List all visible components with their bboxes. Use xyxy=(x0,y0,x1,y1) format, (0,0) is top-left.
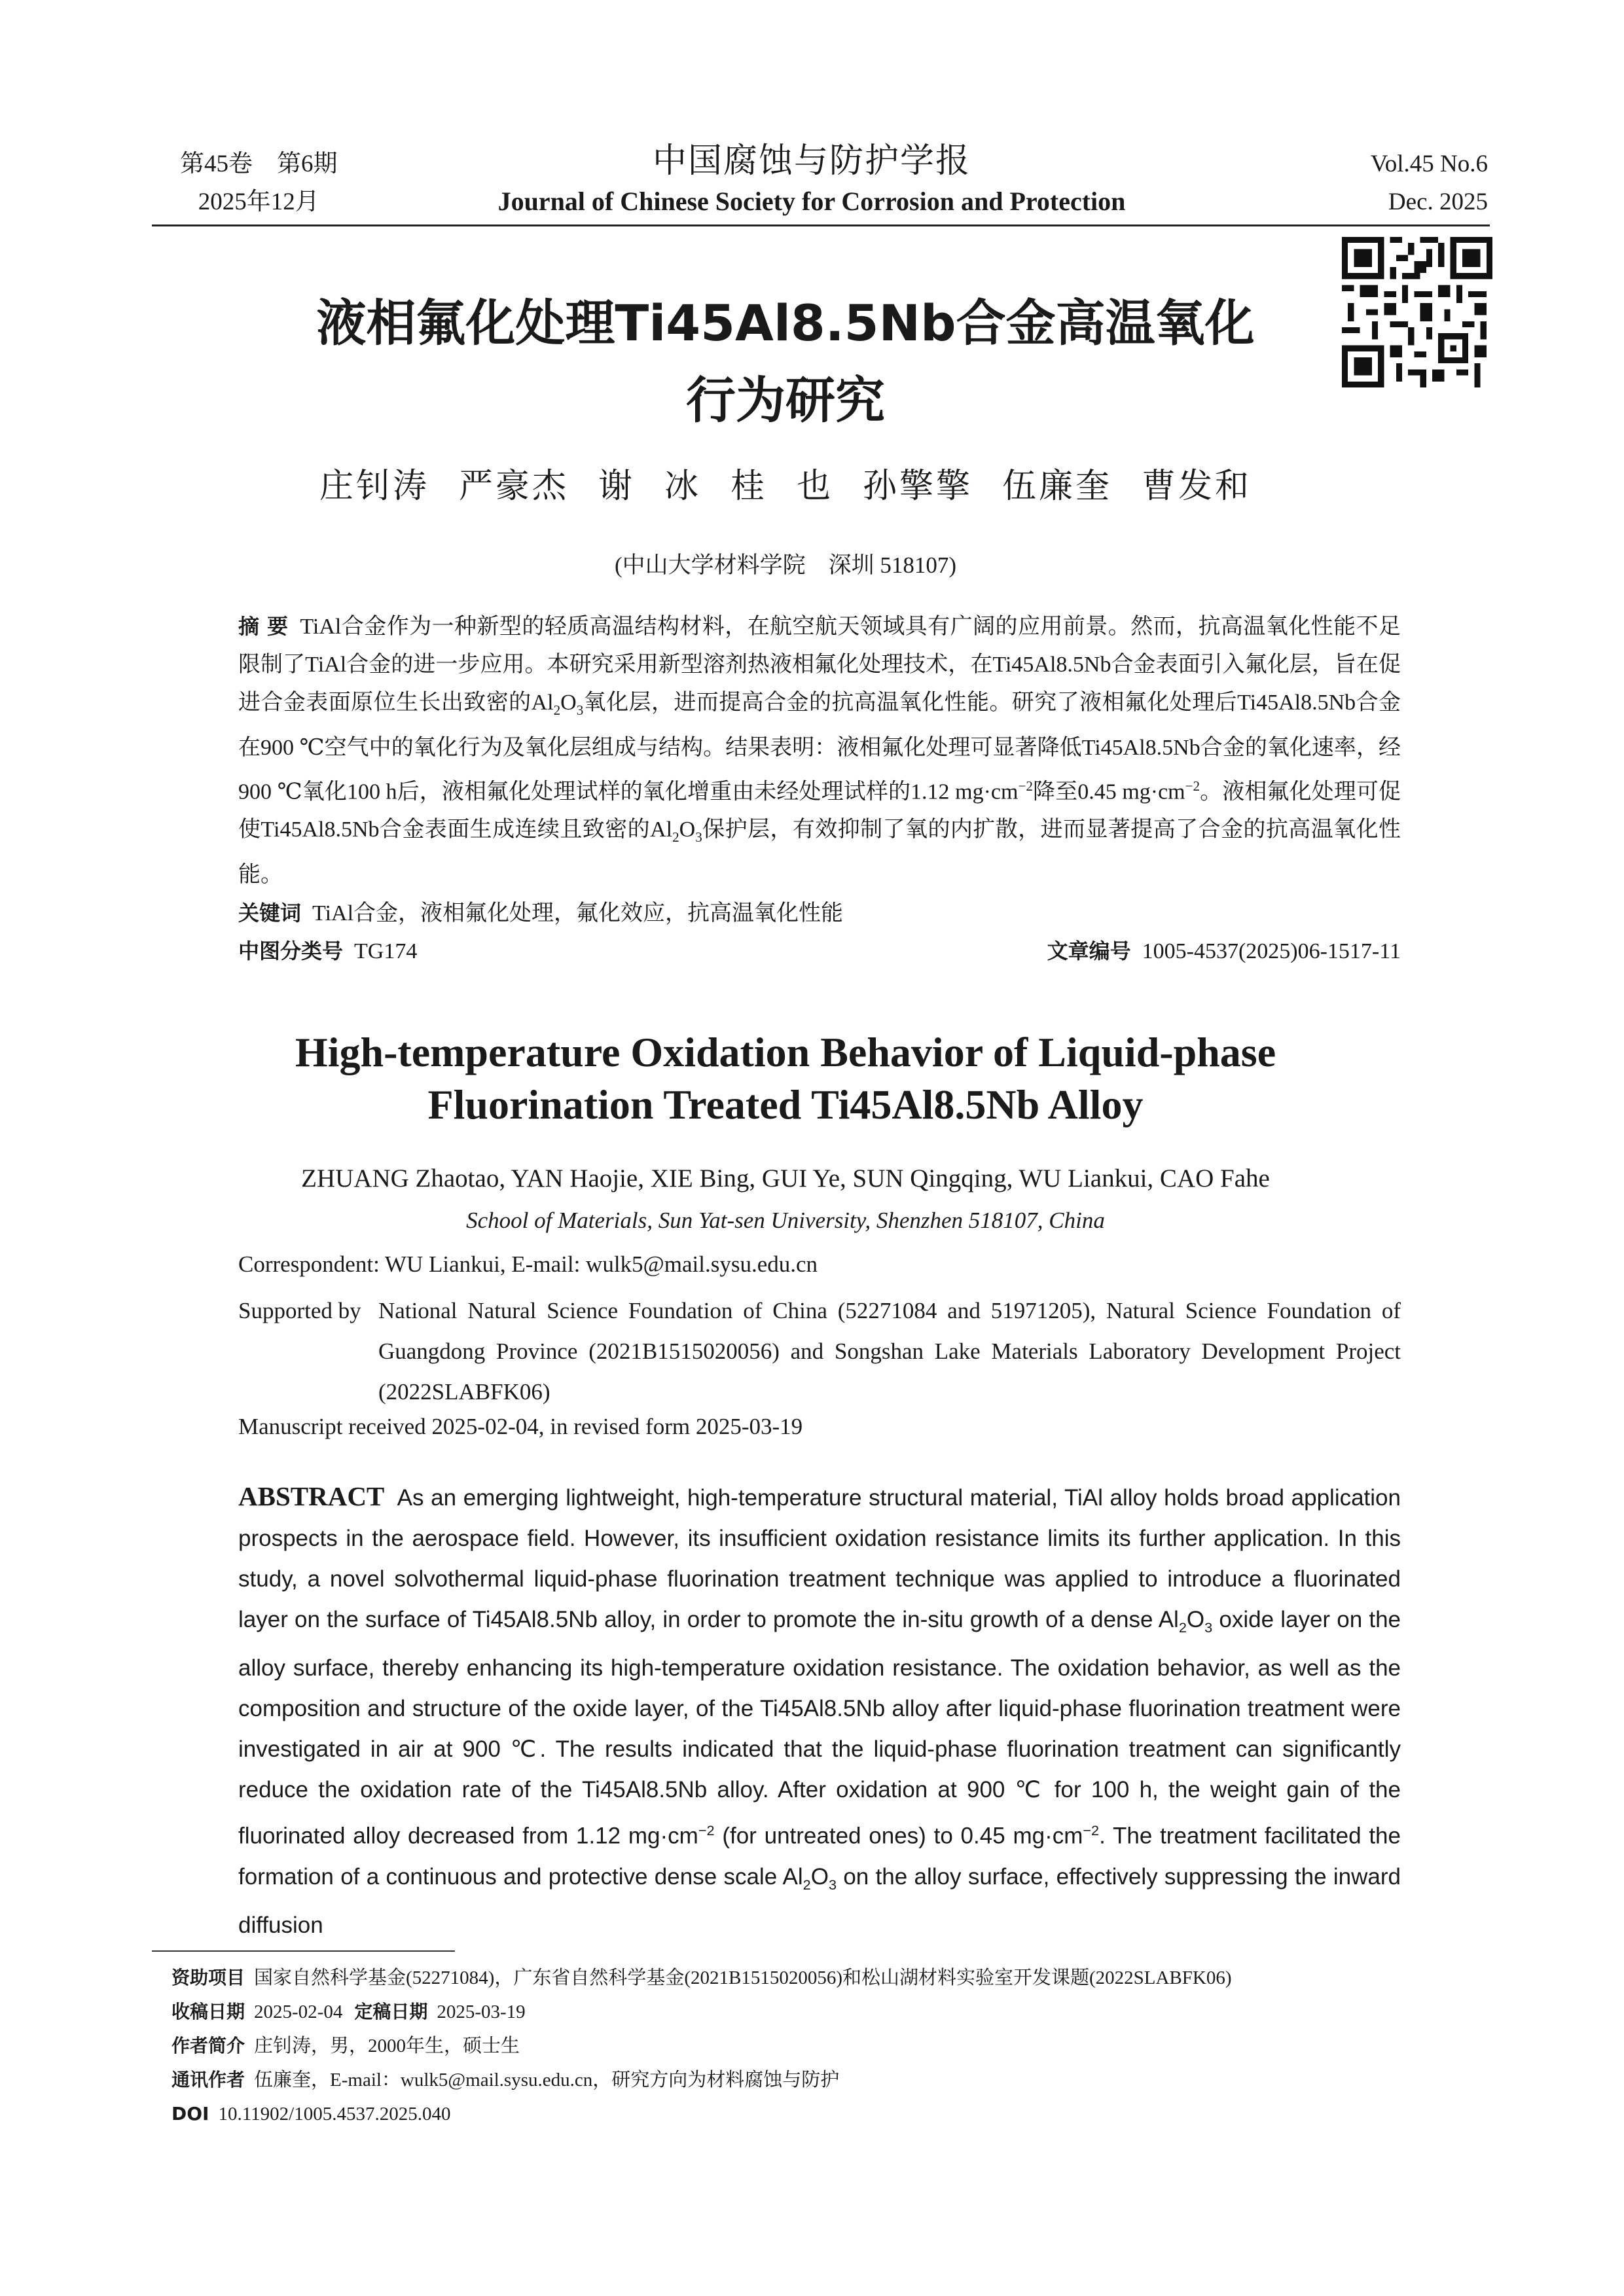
title-en-line1: High-temperature Oxidation Behavior of Liquid-phase xyxy=(295,1029,1276,1075)
footnote-doi xyxy=(171,2097,1415,2131)
doi-label: DOI xyxy=(171,2103,209,2125)
subscript: 3 xyxy=(695,829,702,845)
title-cn xyxy=(196,285,1375,439)
article-number xyxy=(1047,935,1401,965)
header-rule xyxy=(152,224,1490,226)
subscript: 2 xyxy=(553,702,561,718)
author-label: 作者简介 xyxy=(171,2035,245,2056)
subscript: 3 xyxy=(828,1876,837,1893)
abstract-en: ABSTRACT As an emerging lightweight, high-temperature structural material, TiAl alloy holds broad application prospects in the aerospace field. However, its insufficient oxidation resistance limits its further application. In this study, a novel solvothermal liquid-phase fluorination treatment technique was applied to introduce a fluorinated layer on the surface of Ti45Al8.5Nb alloy, in order to promote the in-situ growth of a dense $Al_2O_3$ oxide layer on the alloy surface, thereby enhancing its high-temperature oxidation resistance. The oxidation behavior, as well as the composition and structure of the oxide layer, of the Ti45Al8.5Nb alloy after liquid-phase fluorination treatment were investigated in air at 900 ℃. The results indicated that the liquid-phase fluorination treatment can significantly reduce the oxidation rate of the Ti45Al8.5Nb alloy. After oxidation at 900 ℃ for 100 h, the weight gain of the fluorinated alloy decreased from 1.12 $mg\cdot cm^{-2}$ (for untreated ones) to 0.45 $mg\cdot cm^{-2}$. The treatment facilitated the formation of a continuous and protective dense scale $Al_2O_3$ on the alloy surface, effectively suppressing the inward diffusion xyxy=(238,1481,1401,1938)
correspondent-en: Correspondent: WU Liankui, E-mail: wulk5@mail.sysu.edu.cn xyxy=(238,1251,818,1277)
subscript: 2 xyxy=(1178,1619,1187,1636)
abstract-cn-text: 降至0.45 mg·cm xyxy=(1032,780,1185,804)
journal-name-cn: 中国腐蚀与防护学报 xyxy=(652,143,971,180)
funding-en xyxy=(238,1291,1401,1412)
footnote-author xyxy=(171,2029,1415,2063)
footnote-corresponding xyxy=(171,2063,1415,2097)
subscript: 2 xyxy=(803,1876,811,1893)
abstract-cn-text: 。液相氟化处理可促使Ti45Al8.5Nb合金表面生成连续且致密的Al xyxy=(238,780,1401,842)
superscript: −2 xyxy=(698,1822,715,1839)
revised-label: 定稿日期 xyxy=(354,2001,428,2022)
footnote-funding xyxy=(171,1961,1415,1995)
keywords-cn xyxy=(238,894,1401,933)
keywords-cn-text: TiAl合金，液相氟化处理，氟化效应，抗高温氧化性能 xyxy=(312,901,844,925)
keywords-cn-label: 关键词 xyxy=(238,900,302,925)
funding-label: 资助项目 xyxy=(171,1967,245,1988)
journal-name-en: Journal of Chinese Society for Corrosion and Protection xyxy=(497,187,1126,216)
affiliation-en: School of Materials, Sun Yat-sen University, Shenzhen 518107, China xyxy=(466,1208,1105,1233)
corresponding-label: 通讯作者 xyxy=(171,2069,245,2090)
clc-value: TG174 xyxy=(354,939,418,963)
article-number-value: 1005-4537(2025)06-1517-11 xyxy=(1142,939,1401,963)
title-en xyxy=(196,1026,1375,1131)
abstract-en-text: . The treatment facilitated the formation of a continuous and protective dense scale Al xyxy=(238,1823,1401,1890)
manuscript-dates: Manuscript received 2025-02-04, in revised form 2025-03-19 xyxy=(238,1414,803,1439)
funding-en-text: National Natural Science Foundation of China (52271084 and 51971205), Natural Science Foundation of Guangdong Province (2021B1515020056) and Songshan Lake Materials Laboratory Development Project (2022SLABFK06) xyxy=(378,1298,1401,1405)
superscript: −2 xyxy=(1018,778,1033,794)
issue-volume: 第45卷 第6期 xyxy=(180,151,338,177)
article-number-label: 文章编号 xyxy=(1047,939,1131,963)
superscript: −2 xyxy=(1185,778,1200,794)
doi-value: 10.11902/1005.4537.2025.040 xyxy=(218,2104,451,2125)
abstract-en-label: ABSTRACT xyxy=(238,1481,385,1511)
received-label: 收稿日期 xyxy=(171,2001,245,2022)
funding-text: 国家自然科学基金(52271084)，广东省自然科学基金(2021B1515020056)和松山湖材料实验室开发课题(2022SLABFK06) xyxy=(254,1967,1232,1988)
footnotes xyxy=(171,1961,1415,2131)
affiliation-cn: (中山大学材料学院 深圳 518107) xyxy=(614,552,957,578)
abstract-en-text: on the alloy surface, effectively suppressing the inward diffusion xyxy=(238,1863,1401,1938)
title-cn-line1: 液相氟化处理Ti45Al8.5Nb合金高温氧化 xyxy=(316,294,1255,352)
authors-cn: 庄钊涛 严豪杰 谢 冰 桂 也 孙擎擎 伍廉奎 曹发和 xyxy=(319,468,1252,505)
authors-en: ZHUANG Zhaotao, YAN Haojie, XIE Bing, GUI Ye, SUN Qingqing, WU Liankui, CAO Fahe xyxy=(301,1164,1270,1193)
classification-row xyxy=(238,935,1401,965)
title-cn-line2: 行为研究 xyxy=(686,371,885,429)
subscript: 3 xyxy=(1204,1619,1213,1636)
footnote-rule xyxy=(152,1950,455,1952)
abstract-en-text: As an emerging lightweight, high-temperature structural material, TiAl alloy holds broad application prospects in the aerospace field. However, its insufficient oxidation resistance limits its further application. In this study, a novel solvothermal liquid-phase fluorination treatment technique was applied to introduce a fluorinated layer on the surface of Ti45Al8.5Nb alloy, in order to promote the in-situ growth of a dense Al xyxy=(238,1485,1401,1632)
funding-en-label: Supported by xyxy=(238,1298,361,1323)
subscript: 3 xyxy=(576,702,584,718)
clc-number xyxy=(238,935,417,965)
corresponding-text: 伍廉奎，E-mail：wulk5@mail.sysu.edu.cn，研究方向为材料腐蚀与防护 xyxy=(254,2070,840,2090)
footnote-dates xyxy=(171,1995,1415,2029)
abstract-en-text: (for untreated ones) to 0.45 mg·cm xyxy=(722,1823,1083,1849)
volume-number-en: Vol.45 No.6 xyxy=(1370,151,1488,177)
issue-date: 2025年12月 xyxy=(198,188,319,215)
title-en-line2: Fluorination Treated Ti45Al8.5Nb Alloy xyxy=(427,1081,1144,1128)
issue-date-en: Dec. 2025 xyxy=(1388,188,1488,215)
received-date: 2025-02-04 xyxy=(254,2001,343,2022)
clc-label: 中图分类号 xyxy=(238,939,344,963)
journal-name xyxy=(458,141,1165,221)
superscript: −2 xyxy=(1083,1822,1100,1839)
subscript: 2 xyxy=(672,829,679,845)
abstract-cn-text: 氧化层，进而提高合金的抗高温氧化性能。研究了液相氟化处理后Ti45Al8.5Nb合金在900 ℃空气中的氧化行为及氧化层组成与结构。结果表明：液相氟化处理可显著降低Ti45Al8.5Nb合金的氧化速率，经900 ℃氧化100 h后，液相氟化处理试样的氧化增重由未经处理试样的1.12 mg·cm xyxy=(238,691,1401,804)
author-text: 庄钊涛，男，2000年生，硕士生 xyxy=(254,2036,520,2056)
abstract-cn-text: 保护层，有效抑制了氧的内扩散，进而显著提高了合金的抗高温氧化性能。 xyxy=(238,817,1401,887)
abstract-en-text: oxide layer on the alloy surface, thereby enhancing its high-temperature oxidation resistance. The oxidation behavior, as well as the composition and structure of the oxide layer, of the Ti45Al8.5Nb alloy after liquid-phase fluorination treatment were investigated in air at 900 ℃. The results indicated that the liquid-phase fluorination treatment can significantly reduce the oxidation rate of the Ti45Al8.5Nb alloy. After oxidation at 900 ℃ for 100 h, the weight gain of the fluorinated alloy decreased from 1.12 mg·cm xyxy=(238,1607,1401,1849)
abstract-cn: 摘 要 TiAl合金作为一种新型的轻质高温结构材料，在航空航天领域具有广阔的应用前景。然而，抗高温氧化性能不足限制了TiAl合金的进一步应用。本研究采用新型溶剂热液相氟化处理技术，在Ti45Al8.5Nb合金表面引入氟化层，旨在促进合金表面原位生长出致密的$Al_2O_3$氧化层，进而提高合金的抗高温氧化性能。研究了液相氟化处理后Ti45Al8.5Nb合金在900 ℃空气中的氧化行为及氧化层组成与结构。结果表明：液相氟化处理可显著降低Ti45Al8.5Nb合金的氧化速率，经900 ℃氧化100 h后，液相氟化处理试样的氧化增重由未经处理试样的1.12 $mg\cdot cm^{-2}$降至0.45 $mg\cdot cm^{-2}$。液相氟化处理可促使Ti45Al8.5Nb合金表面生成连续且致密的$Al_2O_3$保护层，有效抑制了氧的内扩散，进而显著提高了合金的抗高温氧化性能。 关键词 TiAl合金，液相氟化处理，氟化效应，抗高温氧化性能 xyxy=(238,607,1401,933)
revised-date: 2025-03-19 xyxy=(437,2001,526,2022)
issue-info xyxy=(180,145,338,221)
abstract-cn-label: 摘 要 xyxy=(238,614,289,639)
issue-info-en xyxy=(1371,145,1488,221)
abstract-cn-text: TiAl合金作为一种新型的轻质高温结构材料，在航空航天领域具有广阔的应用前景。然而，抗高温氧化性能不足限制了TiAl合金的进一步应用。本研究采用新型溶剂热液相氟化处理技术，在Ti45Al8.5Nb合金表面引入氟化层，旨在促进合金表面原位生长出致密的Al xyxy=(238,615,1401,715)
